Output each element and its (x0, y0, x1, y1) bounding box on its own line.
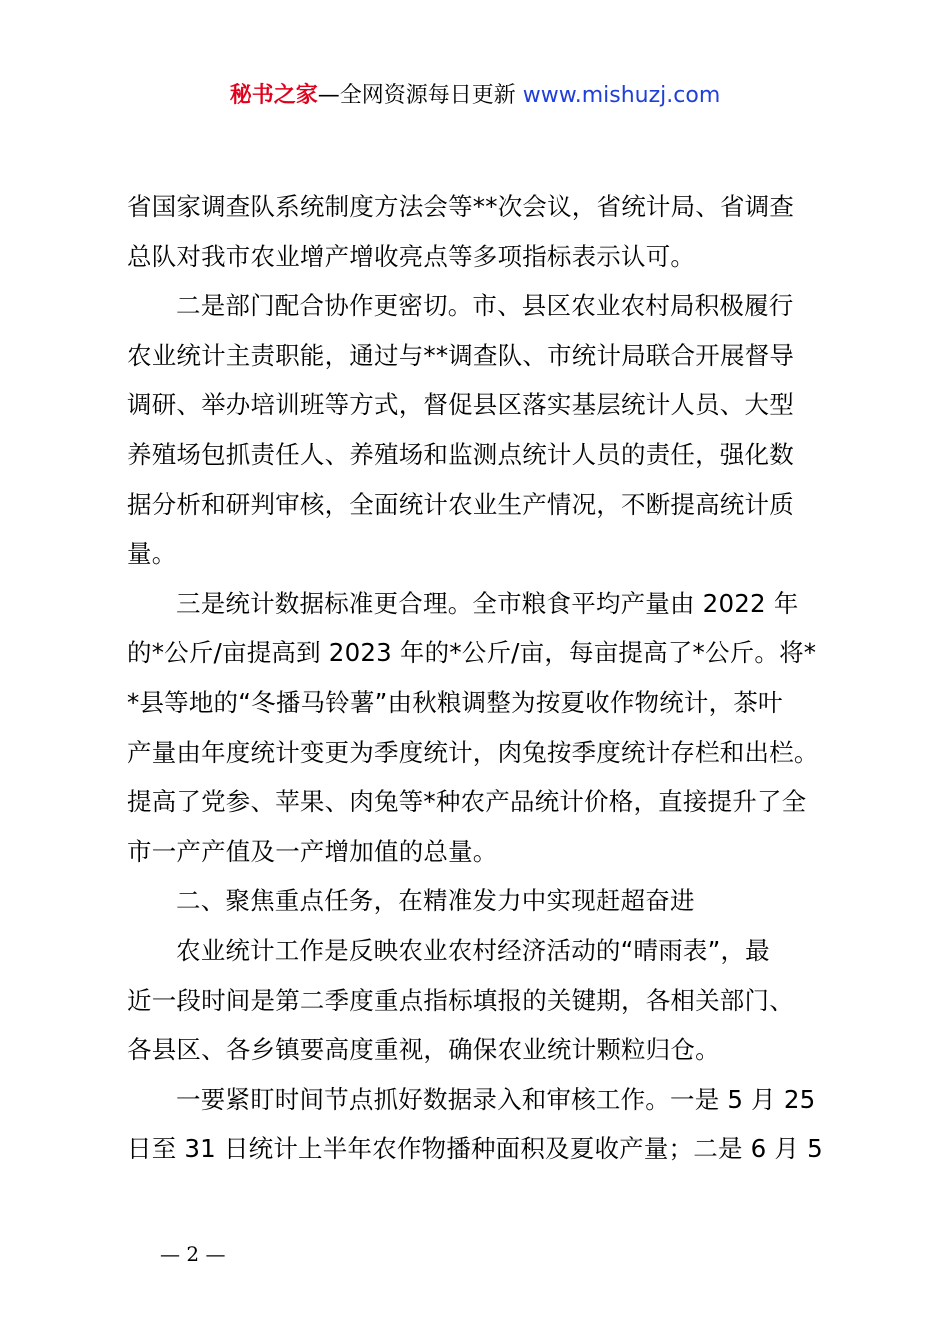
header-tagline: —全网资源每日更新 (317, 83, 516, 108)
text-line: 调研、举办培训班等方式，督促县区落实基层统计人员、大型 (127, 390, 794, 420)
paragraph-start-line: 三是统计数据标准更合理。全市粮食平均产量由 2022 年 (176, 588, 799, 618)
text-line: 据分析和研判审核，全面统计农业生产情况，不断提高统计质 (127, 489, 794, 519)
text-line: 省国家调查队系统制度方法会等**次会议，省统计局、省调查 (127, 192, 795, 221)
text-line: 市一产产值及一产增加值的总量。 (127, 836, 498, 866)
text-line: 的*公斤/亩提高到 2023 年的*公斤/亩，每亩提高了*公斤。将* (127, 638, 817, 668)
paragraph-start-line: 一要紧盯时间节点抓好数据录入和审核工作。一是 5 月 25 (176, 1084, 816, 1114)
site-url-link[interactable]: www.mishuzj.com (522, 83, 721, 108)
paragraph-start-line: 农业统计工作是反映农业农村经济活动的“晴雨表”，最 (176, 935, 770, 965)
text-line: 产量由年度统计变更为季度统计，肉兔按季度统计存栏和出栏。 (127, 737, 819, 767)
text-line: 总队对我市农业增产增收亮点等多项指标表示认可。 (127, 241, 696, 271)
text-line: 农业统计主责职能，通过与**调查队、市统计局联合开展督导 (127, 340, 795, 370)
document-body (127, 182, 833, 1174)
text-line: 近一段时间是第二季度重点指标填报的关键期，各相关部门、 (127, 985, 794, 1015)
text-line: 提高了党参、苹果、肉兔等*种农产品统计价格，直接提升了全 (127, 787, 807, 817)
text-line: *县等地的“冬播马铃薯”由秋粮调整为按夏收作物统计，茶叶 (127, 687, 783, 717)
text-line: 量。 (127, 539, 177, 569)
text-line: 养殖场包抓责任人、养殖场和监测点统计人员的责任，强化数 (127, 439, 794, 469)
page-number: — 2 — (160, 1242, 226, 1266)
text-line: 日至 31 日统计上半年农作物播种面积及夏收产量；二是 6 月 5 (127, 1134, 823, 1164)
paragraph-start-line: 二是部门配合协作更密切。市、县区农业农村局积极履行 (176, 291, 794, 321)
site-header (0, 80, 950, 112)
text-line: 各县区、各乡镇要高度重视，确保农业统计颗粒归仓。 (127, 1035, 720, 1065)
brand-name: 秘书之家 (229, 83, 318, 108)
section-heading: 二、聚焦重点任务，在精准发力中实现赶超奋进 (176, 886, 695, 916)
